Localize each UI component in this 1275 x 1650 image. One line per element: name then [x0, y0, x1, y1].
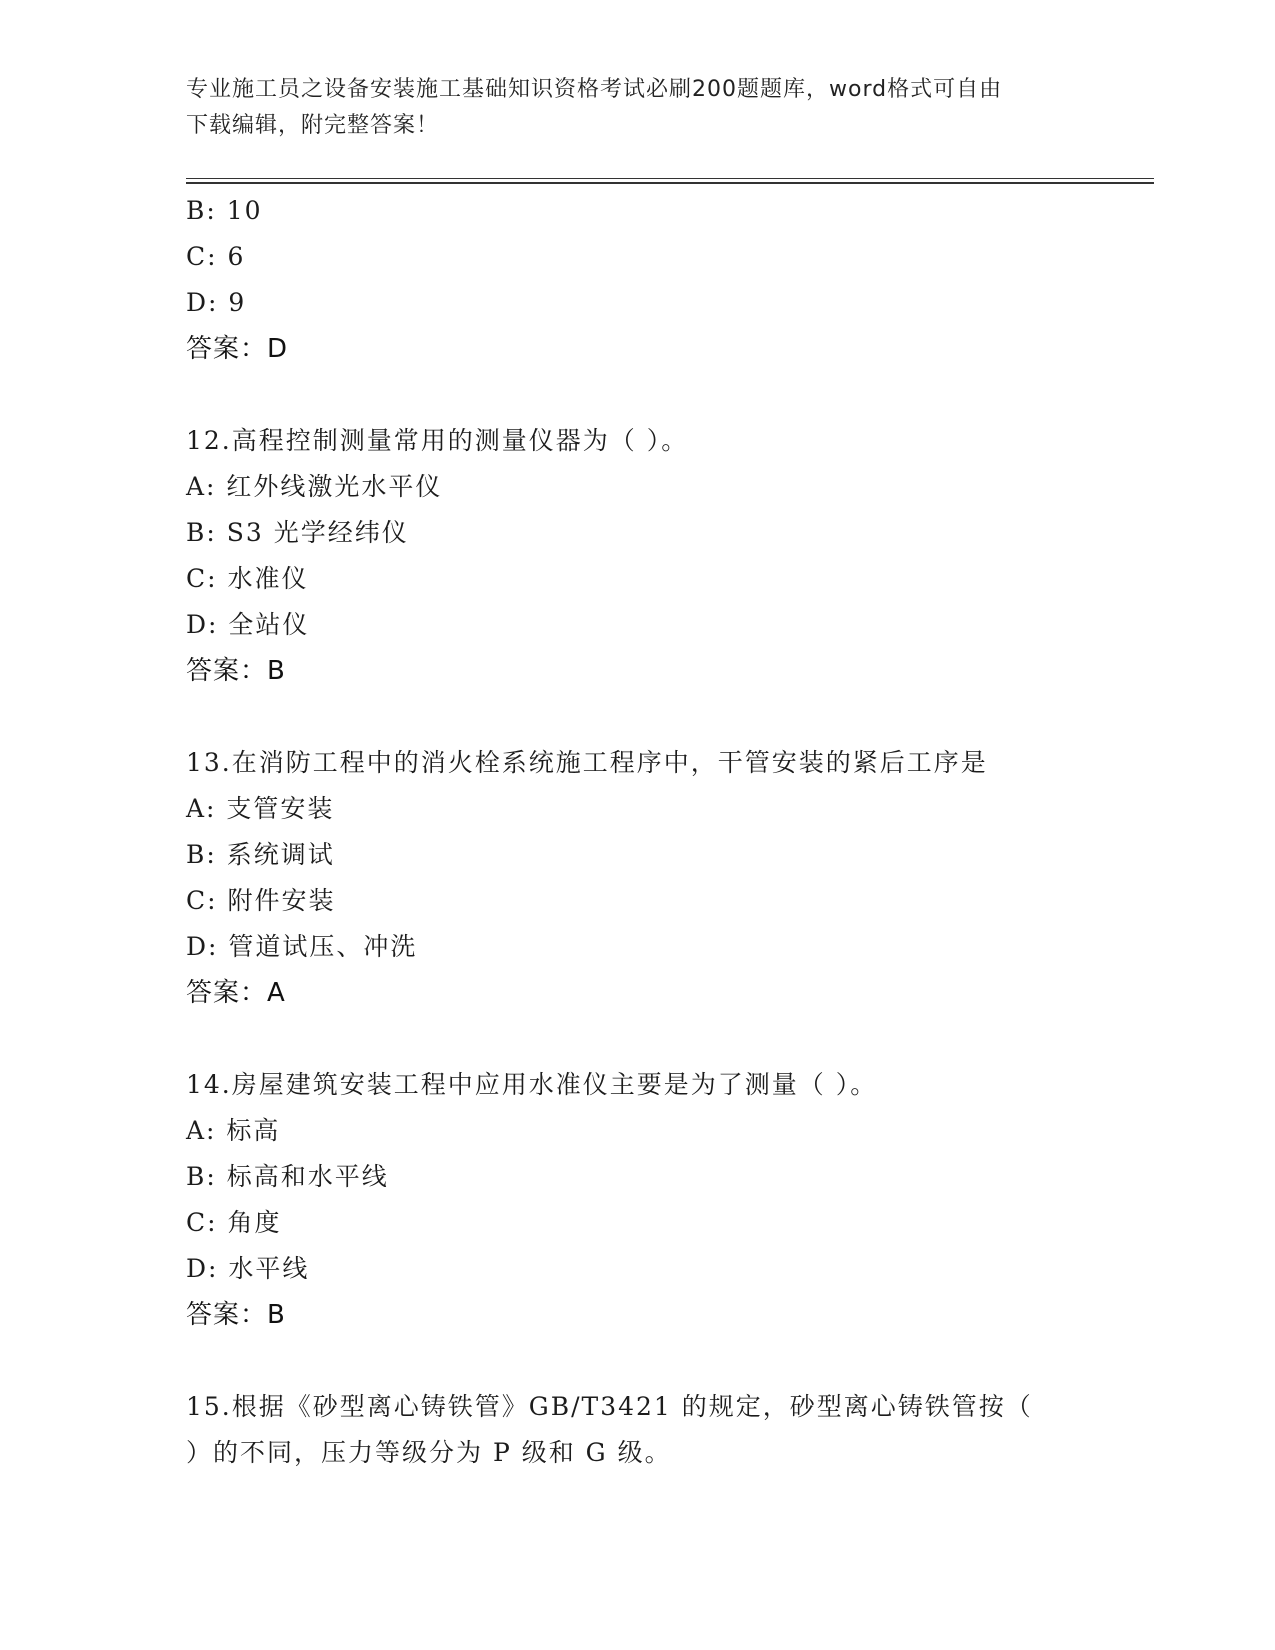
option-d: D: 管道试压、冲洗	[186, 932, 418, 961]
answer-line: 答案：B	[186, 656, 286, 686]
option-c: C: 水准仪	[186, 564, 309, 593]
header-line-1: 专业施工员之设备安装施工基础知识资格考试必刷200题题库，word格式可自由	[186, 77, 1003, 102]
option-a: A: 标高	[186, 1116, 281, 1145]
answer-line: 答案：A	[186, 978, 286, 1008]
question-14	[186, 1062, 1086, 1338]
question-11-tail	[186, 188, 1086, 372]
option-d: D: 水平线	[186, 1254, 310, 1283]
header-rule-thick	[186, 182, 1154, 184]
spacer	[186, 1016, 1086, 1062]
question-stem: 13.在消防工程中的消火栓系统施工程序中，干管安装的紧后工序是	[186, 748, 988, 777]
option-c: C: 附件安装	[186, 886, 336, 915]
option-b: B: S3 光学经纬仪	[186, 518, 409, 547]
spacer	[186, 372, 1086, 418]
option-c: C: 角度	[186, 1208, 282, 1237]
header-rule-thin	[186, 178, 1154, 179]
option-d: D: 9	[186, 288, 247, 317]
option-a: A: 红外线激光水平仪	[186, 472, 443, 501]
answer-line: 答案：B	[186, 1300, 286, 1330]
option-b: B: 标高和水平线	[186, 1162, 389, 1191]
question-stem-line-1: 15.根据《砂型离心铸铁管》GB/T3421 的规定，砂型离心铸铁管按（	[186, 1392, 1033, 1421]
question-15	[186, 1384, 1086, 1476]
question-list	[186, 188, 1086, 1476]
question-stem: 14.房屋建筑安装工程中应用水准仪主要是为了测量（ ）。	[186, 1070, 878, 1099]
option-c: C: 6	[186, 242, 246, 271]
question-13	[186, 740, 1086, 1016]
question-stem: 12.高程控制测量常用的测量仪器为（ ）。	[186, 426, 689, 455]
question-12	[186, 418, 1086, 694]
question-stem-line-2: ）的不同，压力等级分为 P 级和 G 级。	[186, 1438, 672, 1467]
option-d: D: 全站仪	[186, 610, 310, 639]
spacer	[186, 694, 1086, 740]
spacer	[186, 1338, 1086, 1384]
option-b: B: 系统调试	[186, 840, 335, 869]
answer-line: 答案：D	[186, 334, 289, 364]
option-b: B: 10	[186, 196, 263, 225]
document-header	[186, 72, 1086, 144]
header-line-2: 下载编辑，附完整答案！	[186, 113, 440, 138]
option-a: A: 支管安装	[186, 794, 335, 823]
